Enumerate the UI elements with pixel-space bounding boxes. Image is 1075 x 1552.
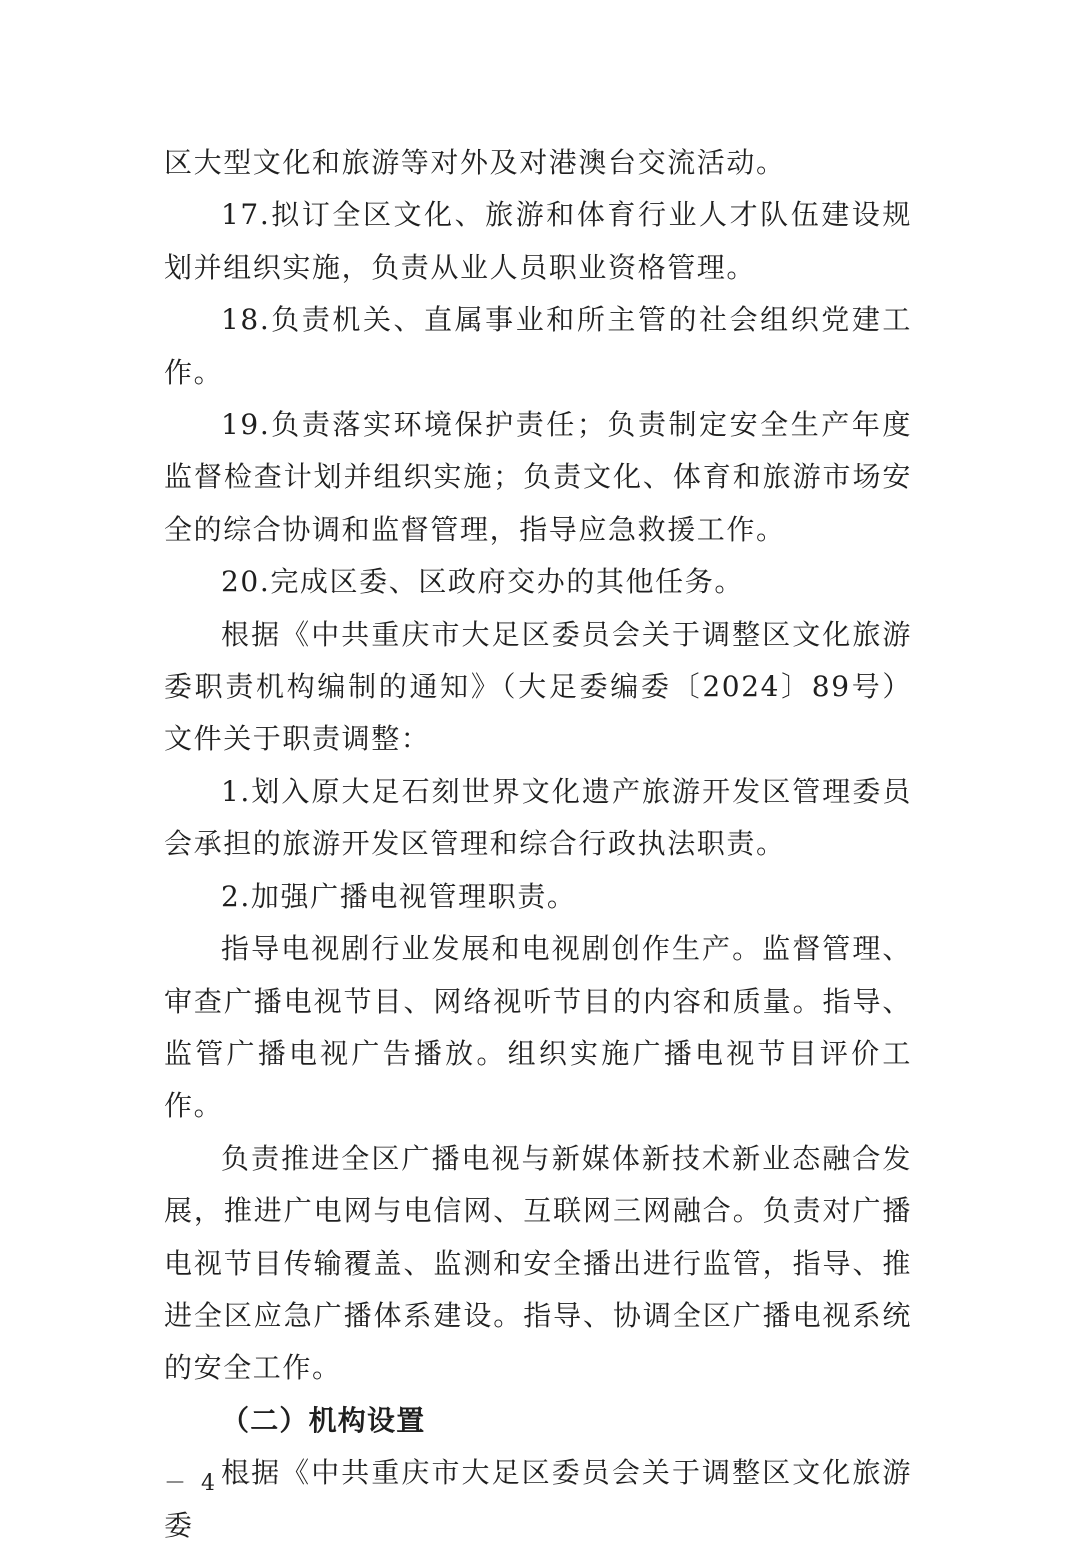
paragraph-item-20: 20.完成区委、区政府交办的其他任务。: [221, 565, 744, 599]
paragraph-item-19: 19.负责落实环境保护责任；负责制定安全生产年度监督检查计划并组织实施；负责文化、体育和旅游市场安全的综合协调和监督管理，指导应急救援工作。: [164, 408, 912, 546]
paragraph-closing: 根据《中共重庆市大足区委员会关于调整区文化旅游委: [164, 1456, 912, 1542]
paragraph-item-18: 18.负责机关、直属事业和所主管的社会组织党建工作。: [164, 303, 912, 389]
section-heading: （二）机构设置: [221, 1403, 426, 1437]
paragraph-media-integration: 负责推进全区广播电视与新媒体新技术新业态融合发展，推进广电网与电信网、互联网三网融合。负责对广播电视节目传输覆盖、监测和安全播出进行监管，指导、推进全区应急广播体系建设。指导、协调全区广播电视系统的安全工作。: [164, 1141, 912, 1385]
paragraph-item-17: 17.拟订全区文化、旅游和体育行业人才队伍建设规划并组织实施，负责从业人员职业资格管理。: [164, 198, 912, 284]
paragraph-continuation: 区大型文化和旅游等对外及对港澳台交流活动。: [164, 146, 786, 179]
paragraph-adjustment-1: 1.划入原大足石刻世界文化遗产旅游开发区管理委员会承担的旅游开发区管理和综合行政执法职责。: [164, 774, 912, 861]
page-number: － 4 －: [164, 1471, 256, 1496]
paragraph-tv-drama-guidance: 指导电视剧行业发展和电视剧创作生产。监督管理、审查广播电视节目、网络视听节目的内容和质量。指导、监管广播电视广告播放。组织实施广播电视节目评价工作。: [164, 932, 912, 1123]
paragraph-adjustment-2: 2.加强广播电视管理职责。: [221, 879, 577, 913]
document-body: [164, 137, 912, 1552]
paragraph-basis-notice: 根据《中共重庆市大足区委员会关于调整区文化旅游委职责机构编制的通知》（大足委编委〔2024〕89号）文件关于职责调整：: [164, 617, 912, 756]
